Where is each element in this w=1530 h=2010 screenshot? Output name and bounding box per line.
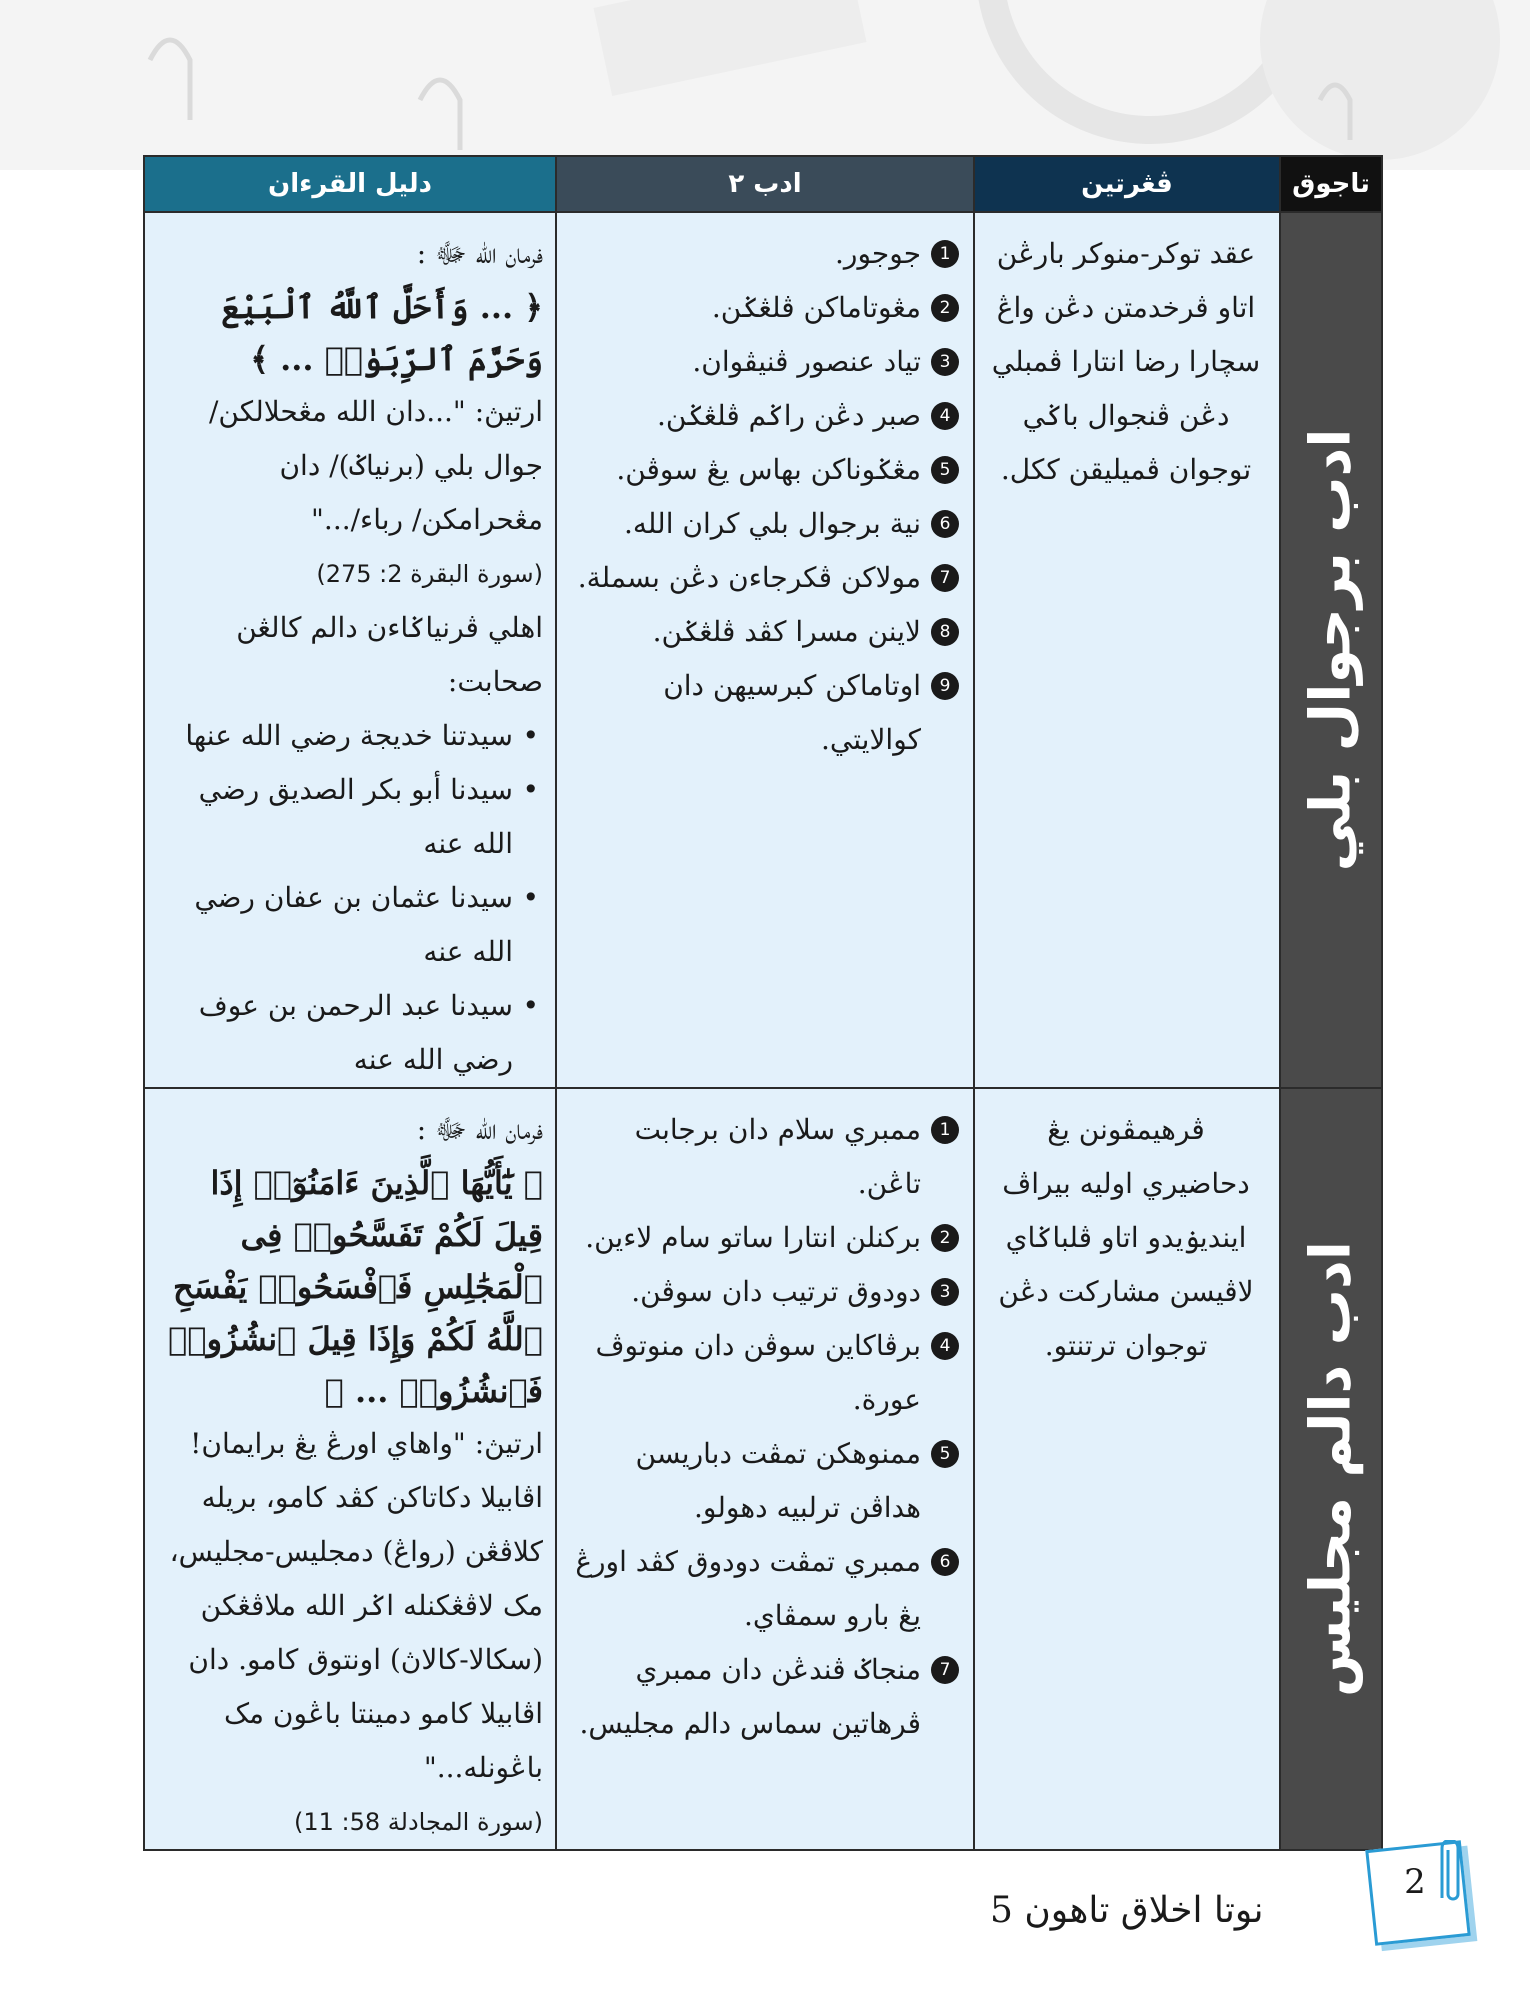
adab-item-text: مولاکن ڤکرجاءن دڠن بسملة. [577,561,921,594]
topic-cell [1280,1088,1382,1850]
adab-item-text: برڤاکاين سوڤن دان منوتوڤ عورة. [595,1329,921,1416]
adab-table-container [143,155,1381,1836]
list-item: • سيدتنا خديجة رضي الله عنها [159,709,513,763]
list-item [573,1427,959,1535]
adab-item-text: برکنلن انتارا ساتو سام لاءين. [585,1221,921,1254]
list-item [573,1535,959,1643]
adab-item-text: مڠوتاماکن ڤلڠݢن. [711,291,921,324]
list-item [573,497,959,551]
adab-item-text: جوجور. [835,237,921,270]
table-row [144,1088,1382,1850]
number-badge: 7 [931,564,959,592]
quran-verse: ﴿ ... وَأَحَلَّ ٱللَّهُ ٱلْبَيْعَ وَحَرَّمَ ٱلرِّبَوٰا۟ ... ﴾ [221,288,543,378]
adab-item-text: منجاݢ ڤندڠن دان ممبري ڤرهاتين سماس دالم مجليس. [579,1653,921,1740]
adab-list [557,1089,973,1751]
list-item [573,1265,959,1319]
adab-item-text: دودوق ترتيب دان سوڤن. [631,1275,921,1308]
verse-reference: (سورة المجادلة 58: 11) [293,1808,543,1836]
number-badge: 2 [931,294,959,322]
list-item [573,227,959,281]
list-item [573,281,959,335]
dalil-block [145,1089,555,1849]
topic-label: ادب برجوال بلي [1298,428,1364,872]
list-item: • سيدنا عبد الرحمن بن عوف رضي الله عنه [159,979,513,1087]
header-dalil: دليل القرءان [144,156,556,212]
number-badge: 5 [931,456,959,484]
adab-list [557,213,973,767]
list-item [573,1319,959,1427]
list-item [573,605,959,659]
adab-item-text: مڠݢوناکن بهاس يڠ سوڤن. [616,453,921,486]
number-badge: 9 [931,672,959,700]
quran-verse: ﴿ يَٰٓأَيُّهَا ٱلَّذِينَ ءَامَنُوٓا۟ إِذَا قِيلَ لَكُمْ تَفَسَّحُوا۟ فِى ٱلْمَجَٰلِسِ فَٱفْسَحُوا۟ يَفْسَحِ ٱللَّهُ لَكُمْ وَإِذَا قِيلَ ٱنشُزُوا۟ فَٱنشُزُوا۟ ... ﴾ [168,1164,543,1410]
adab-item-text: ممبري سلام دان برجابت تاڠن. [634,1113,921,1200]
adab-item-text: صبر دڠن راݢم ڤلڠݢن. [657,399,921,432]
number-badge: 5 [931,1440,959,1468]
adab-item-text: نية برجوال بلي کران الله. [623,507,921,540]
list-item [573,335,959,389]
dalil-intro: فرمان الله ﷻ : [416,1113,543,1146]
list-item [573,1211,959,1265]
adab-item-text: اوتاماکن کبرسيهن دان کوالايتي. [663,669,921,756]
number-badge: 6 [931,510,959,538]
step-cell [974,212,1280,1088]
verse-reference: (سورة البقرة 2: 275) [316,560,543,588]
step-text: عقد توکر-منوکر بارڠن اتاو ڤرخدمتن دڠن واڠ سچارا رضا انتارا ڤمبلي دڠن ڤنجوال باݢي توجوان ڤميليقن ککل. [991,237,1261,486]
step-text: ڤرهيمڤونن يڠ دحاضيري اوليه بيراڤ اينديۏيدو اتاو ڤلباݢاي لاڤيسن مشارکت دڠن توجوان ترتنتو. [998,1113,1254,1362]
dalil-block [145,213,555,1087]
paperclip-icon [1440,1840,1466,1910]
verse-meaning: ارتيڽ: "...دان الله مڠحلالکن/ جوال بلي (برنياݢ)/ دان مڠحرامکن/ رباء/..." [208,395,543,536]
adab-cell [556,1088,974,1850]
header-topic: تاجوق [1280,156,1382,212]
dalil-intro: فرمان الله ﷻ : [416,237,543,270]
number-badge: 1 [931,1116,959,1144]
step-cell [974,1088,1280,1850]
topic-cell [1280,212,1382,1088]
number-badge: 3 [931,348,959,376]
list-item: • سيدنا عثمان بن عفان رضي الله عنه [159,871,513,979]
number-badge: 4 [931,402,959,430]
book-title: نوتا اخلاق تاهون 5 [990,1890,1264,1931]
adab-item-text: ممنوهکن تمڤت دباريسن هداڤن ترلبيه دهولو. [635,1437,921,1524]
adab-table [143,155,1383,1851]
list-item [573,443,959,497]
list-item [573,659,959,767]
list-item [573,1643,959,1751]
list-item [573,1103,959,1211]
dalil-cell [144,1088,556,1850]
background-decoration [0,0,1530,170]
verse-meaning: ارتيڽ: "واهاي اورڠ يڠ برايمان! اڤابيلا دکاتاکن کڤد کامو، بريله کلاڤڠن (رواڠ) دمجليس-مجليس، مک لاڤڠکنله اݢر الله ملاڤڠکن (سکالا-کالاڽ) اونتوق کامو. دان اڤابيلا کامو دمينتا باڠون مک باڠونله..." [169,1427,543,1784]
page-number: 2 [1404,1862,1426,1902]
number-badge: 1 [931,240,959,268]
number-badge: 8 [931,618,959,646]
dalil-note: اهلي ڤرنياݢاءن دالم کالڠن صحابت: [236,611,543,698]
header-step: ڤڠرتين [974,156,1280,212]
adab-item-text: لاينن مسرا کڤد ڤلڠݢن. [652,615,921,648]
topic-label: ادب دالم مجليس [1298,1241,1364,1697]
number-badge: 2 [931,1224,959,1252]
header-adab: ادب ٢ [556,156,974,212]
adab-cell [556,212,974,1088]
number-badge: 7 [931,1656,959,1684]
adab-item-text: تياد عنصور ڤنيڤوان. [692,345,921,378]
number-badge: 3 [931,1278,959,1306]
table-header-row [144,156,1382,212]
sahabat-list [159,709,543,1087]
list-item [573,389,959,443]
list-item: • سيدنا أبو بكر الصديق رضي الله عنه [159,763,513,871]
number-badge: 6 [931,1548,959,1576]
number-badge: 4 [931,1332,959,1360]
dalil-cell [144,212,556,1088]
list-item [573,551,959,605]
table-row [144,212,1382,1088]
adab-item-text: ممبري تمڤت دودوق کڤد اورڠ يڠ بارو سمڤاي. [575,1545,921,1632]
